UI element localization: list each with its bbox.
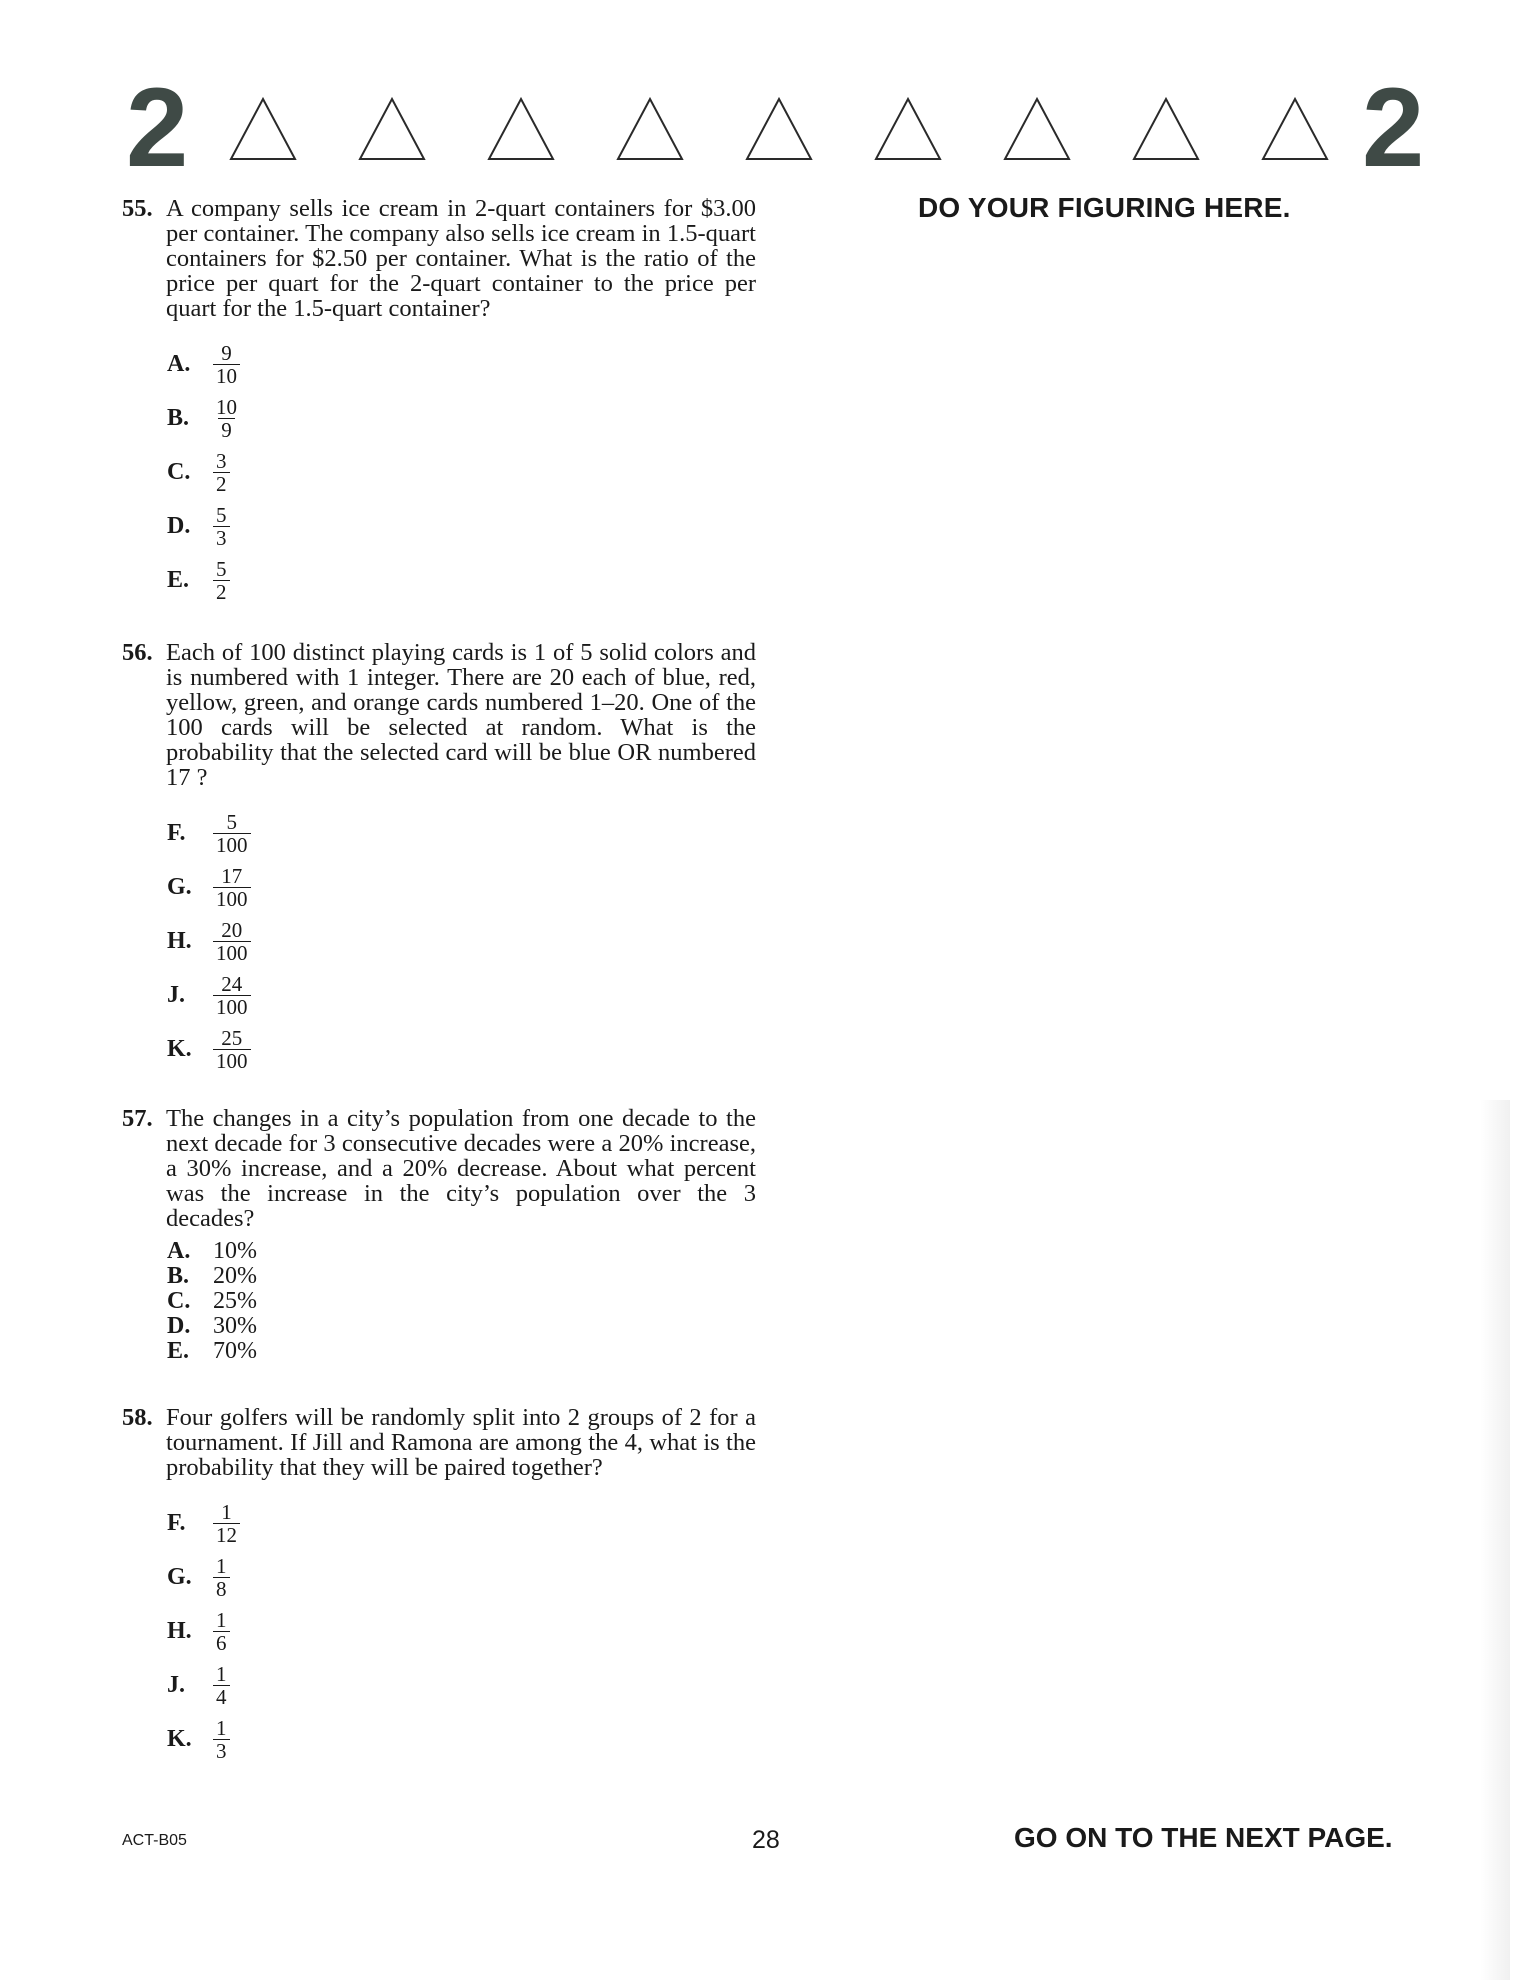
question-stem: A company sells ice cream in 2-quart containers for $3.00 per container. The company also sells ice cream in 1.5-quart containers for $2.50 per container. What is the ratio of the price per quart for the 2-quart container to the price per quart for the 1.5-quart container? [166, 195, 756, 322]
fraction [213, 1609, 230, 1654]
triangle-icon [873, 96, 943, 162]
fraction [213, 865, 251, 910]
choice-f[interactable] [167, 1496, 762, 1550]
choice-e[interactable] [167, 553, 762, 607]
scan-edge-shadow [1480, 1100, 1510, 1980]
denominator: 100 [213, 833, 251, 856]
choice-h[interactable] [167, 914, 762, 968]
choice-d[interactable] [167, 499, 762, 553]
numerator: 5 [216, 556, 227, 581]
fraction [213, 1717, 230, 1762]
denominator: 2 [213, 580, 230, 603]
fraction [213, 1027, 251, 1072]
choice-g[interactable] [167, 860, 762, 914]
numerator: 24 [221, 971, 243, 996]
numerator: 1 [216, 1607, 227, 1632]
question-56 [122, 640, 762, 1076]
choice-text: 30% [213, 1313, 257, 1339]
question-57 [122, 1106, 762, 1364]
choice-text: 25% [213, 1288, 257, 1314]
denominator: 2 [213, 472, 230, 495]
choice-letter: E. [167, 566, 190, 593]
answer-choices [167, 1496, 762, 1766]
choice-letter: G. [167, 1563, 192, 1590]
choice-k[interactable] [167, 1712, 762, 1766]
denominator: 4 [213, 1685, 230, 1708]
numerator: 3 [216, 448, 227, 473]
section-number-left: 2 [126, 65, 189, 190]
numerator: 17 [221, 863, 243, 888]
numerator: 5 [226, 809, 237, 834]
fraction [213, 1555, 230, 1600]
numerator: 1 [216, 1715, 227, 1740]
numerator: 5 [216, 502, 227, 527]
denominator: 3 [213, 1739, 230, 1762]
denominator: 100 [213, 995, 251, 1018]
answer-choices [167, 337, 762, 607]
choice-letter: J. [167, 981, 185, 1008]
figuring-label: DO YOUR FIGURING HERE. [918, 192, 1291, 223]
denominator: 3 [213, 526, 230, 549]
choice-letter: C. [167, 1288, 191, 1314]
choice-b[interactable] [167, 391, 762, 445]
denominator: 8 [213, 1577, 230, 1600]
numerator: 10 [216, 394, 237, 419]
choice-j[interactable] [167, 968, 762, 1022]
fraction [213, 973, 251, 1018]
page-number: 28 [752, 1826, 780, 1854]
denominator: 100 [213, 887, 251, 910]
choice-d[interactable] [167, 1314, 762, 1339]
choice-a[interactable] [167, 337, 762, 391]
question-stem: Four golfers will be randomly split into 2 groups of 2 for a tournament. If Jill and Ramona are among the 4, what is the probability that they will be paired together? [166, 1404, 756, 1481]
answer-choices [167, 1239, 762, 1364]
choice-letter: F. [167, 1509, 186, 1536]
triangle-icon [1260, 96, 1330, 162]
choice-k[interactable] [167, 1022, 762, 1076]
triangle-icon [615, 96, 685, 162]
triangle-icon [744, 96, 814, 162]
fraction [213, 919, 251, 964]
choice-letter: B. [167, 404, 190, 431]
numerator: 9 [221, 340, 232, 365]
choice-j[interactable] [167, 1658, 762, 1712]
choice-text: 10% [213, 1238, 257, 1264]
fraction [213, 504, 230, 549]
denominator: 10 [213, 364, 240, 387]
choice-letter: A. [167, 1238, 191, 1264]
question-number: 57. [122, 1105, 153, 1132]
choice-g[interactable] [167, 1550, 762, 1604]
numerator: 1 [216, 1661, 227, 1686]
numerator: 20 [221, 917, 243, 942]
question-number: 58. [122, 1404, 153, 1431]
triangle-divider [228, 96, 1328, 166]
choice-letter: K. [167, 1725, 192, 1752]
fraction [213, 396, 240, 441]
question-58 [122, 1405, 762, 1766]
choice-c[interactable] [167, 445, 762, 499]
triangle-icon [486, 96, 556, 162]
numerator: 25 [221, 1025, 243, 1050]
choice-letter: K. [167, 1035, 192, 1062]
choice-e[interactable] [167, 1339, 762, 1364]
form-code: ACT-B05 [122, 1832, 187, 1849]
question-number: 56. [122, 639, 153, 666]
triangle-icon [228, 96, 298, 162]
choice-letter: C. [167, 458, 191, 485]
triangle-icon [357, 96, 427, 162]
answer-choices [167, 806, 762, 1076]
choice-letter: J. [167, 1671, 185, 1698]
choice-letter: E. [167, 1338, 190, 1364]
denominator: 100 [213, 1049, 251, 1072]
denominator: 12 [213, 1523, 240, 1546]
fraction [213, 342, 240, 387]
triangle-icon [1131, 96, 1201, 162]
triangle-icon [1002, 96, 1072, 162]
choice-b[interactable] [167, 1264, 762, 1289]
choice-a[interactable] [167, 1239, 762, 1264]
choice-letter: G. [167, 873, 192, 900]
choice-h[interactable] [167, 1604, 762, 1658]
question-stem: Each of 100 distinct playing cards is 1 of 5 solid colors and is numbered with 1 integer. There are 20 each of blue, red, yellow, green, and orange cards numbered 1–20. One of the 100 cards will be selected at random. What is the probability that the selected card will be blue OR numbered 17 ? [166, 639, 756, 791]
denominator: 9 [218, 418, 235, 441]
denominator: 100 [213, 941, 251, 964]
fraction [213, 450, 230, 495]
choice-letter: H. [167, 927, 192, 954]
choice-letter: D. [167, 1313, 191, 1339]
question-55 [122, 196, 762, 607]
choice-letter: D. [167, 512, 191, 539]
fraction [213, 811, 251, 856]
numerator: 1 [216, 1553, 227, 1578]
choice-letter: A. [167, 350, 191, 377]
choice-f[interactable] [167, 806, 762, 860]
fraction [213, 1501, 240, 1546]
choice-c[interactable] [167, 1289, 762, 1314]
fraction [213, 558, 230, 603]
numerator: 1 [221, 1499, 232, 1524]
choice-text: 70% [213, 1338, 257, 1364]
fraction [213, 1663, 230, 1708]
question-stem: The changes in a city’s population from one decade to the next decade for 3 consecutive decades were a 20% increase, a 30% increase, and a 20% decrease. About what percent was the increase in the city’s population over the 3 decades? [166, 1105, 756, 1232]
section-number-right: 2 [1362, 65, 1425, 190]
denominator: 6 [213, 1631, 230, 1654]
choice-letter: B. [167, 1263, 190, 1289]
next-page-notice: GO ON TO THE NEXT PAGE. [1014, 1822, 1393, 1853]
choice-letter: H. [167, 1617, 192, 1644]
question-number: 55. [122, 195, 153, 222]
choice-letter: F. [167, 819, 186, 846]
choice-text: 20% [213, 1263, 257, 1289]
